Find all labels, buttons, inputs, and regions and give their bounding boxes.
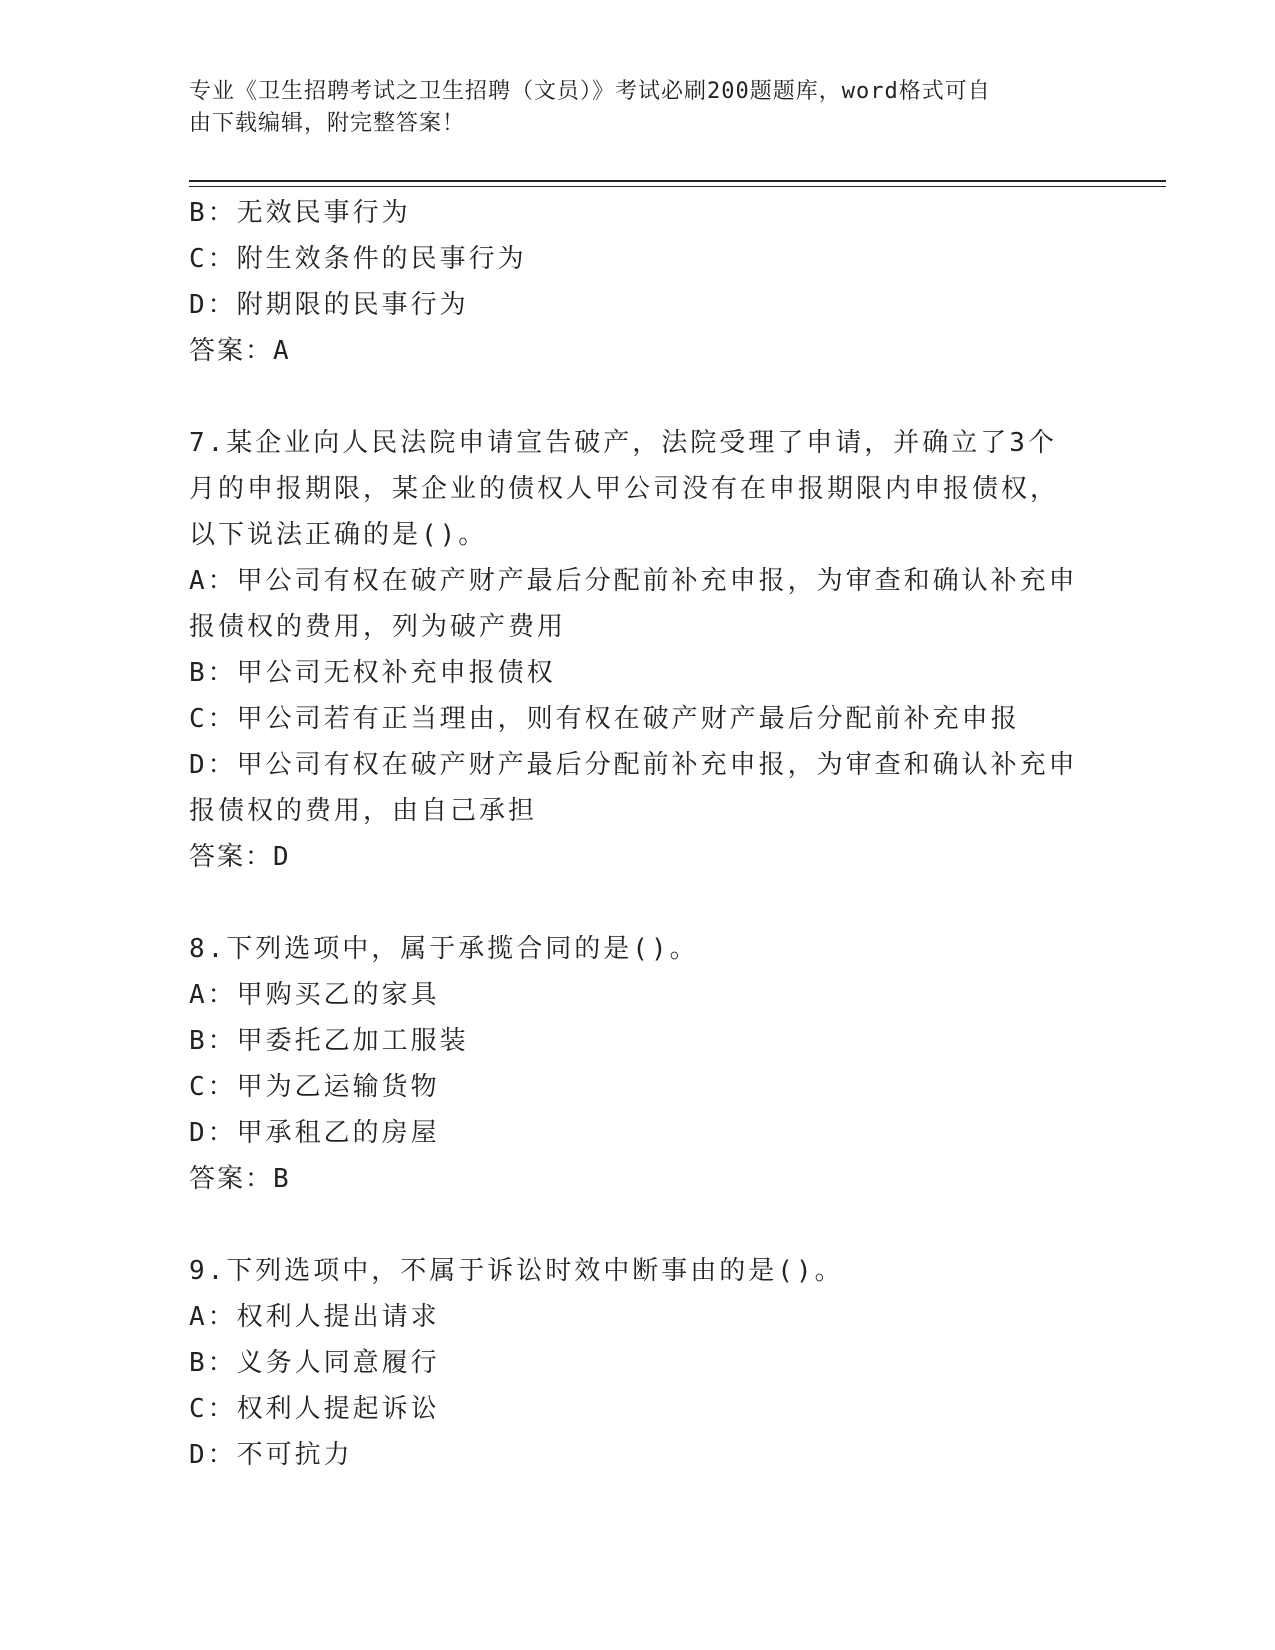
q7-answer: 答案：D [189, 842, 291, 872]
q8-option-a: A：甲购买乙的家具 [189, 980, 440, 1010]
header-title-line-1: 专业《卫生招聘考试之卫生招聘（文员）》考试必刷200题题库，word格式可自 [189, 79, 991, 104]
q8-option-b: B：甲委托乙加工服装 [189, 1026, 469, 1056]
question-6-tail [189, 190, 1089, 374]
q8-option-c: C：甲为乙运输货物 [189, 1072, 440, 1102]
question-8 [189, 926, 1089, 1202]
header-rule-thin [189, 186, 1166, 187]
q7-option-c: C：甲公司若有正当理由，则有权在破产财产最后分配前补充申报 [189, 704, 1020, 734]
q7-option-b: B：甲公司无权补充申报债权 [189, 658, 556, 688]
q7-stem-line-3: 以下说法正确的是()。 [189, 520, 488, 550]
q7-option-d-line-2: 报债权的费用，由自己承担 [189, 796, 538, 826]
q7-option-a-line-2: 报债权的费用，列为破产费用 [189, 612, 567, 642]
q8-option-d: D：甲承租乙的房屋 [189, 1118, 440, 1148]
q9-option-d: D：不可抗力 [189, 1440, 353, 1470]
q7-option-d-line-1: D：甲公司有权在破产财产最后分配前补充申报，为审查和确认补充申 [189, 750, 1078, 780]
q6-option-b: B：无效民事行为 [189, 198, 411, 228]
document-header [189, 76, 1069, 140]
q9-option-c: C：权利人提起诉讼 [189, 1394, 440, 1424]
question-7 [189, 420, 1089, 880]
q9-option-a: A：权利人提出请求 [189, 1302, 440, 1332]
q9-option-b: B：义务人同意履行 [189, 1348, 440, 1378]
header-rule-thick [189, 180, 1166, 182]
q6-answer: 答案：A [189, 336, 291, 366]
q6-option-c: C：附生效条件的民事行为 [189, 244, 527, 274]
q8-stem: 8.下列选项中，属于承揽合同的是()。 [189, 934, 699, 964]
question-9 [189, 1248, 1089, 1478]
question-content [189, 190, 1089, 1478]
q7-option-a-line-1: A：甲公司有权在破产财产最后分配前补充申报，为审查和确认补充申 [189, 566, 1078, 596]
q7-stem-line-1: 7.某企业向人民法院申请宣告破产，法院受理了申请，并确立了3个 [189, 428, 1057, 458]
header-title-line-2: 由下载编辑，附完整答案！ [189, 111, 466, 136]
q7-stem-line-2: 月的申报期限，某企业的债权人甲公司没有在申报期限内申报债权， [189, 474, 1060, 504]
q6-option-d: D：附期限的民事行为 [189, 290, 469, 320]
q8-answer: 答案：B [189, 1164, 291, 1194]
q9-stem: 9.下列选项中，不属于诉讼时效中断事由的是()。 [189, 1256, 844, 1286]
